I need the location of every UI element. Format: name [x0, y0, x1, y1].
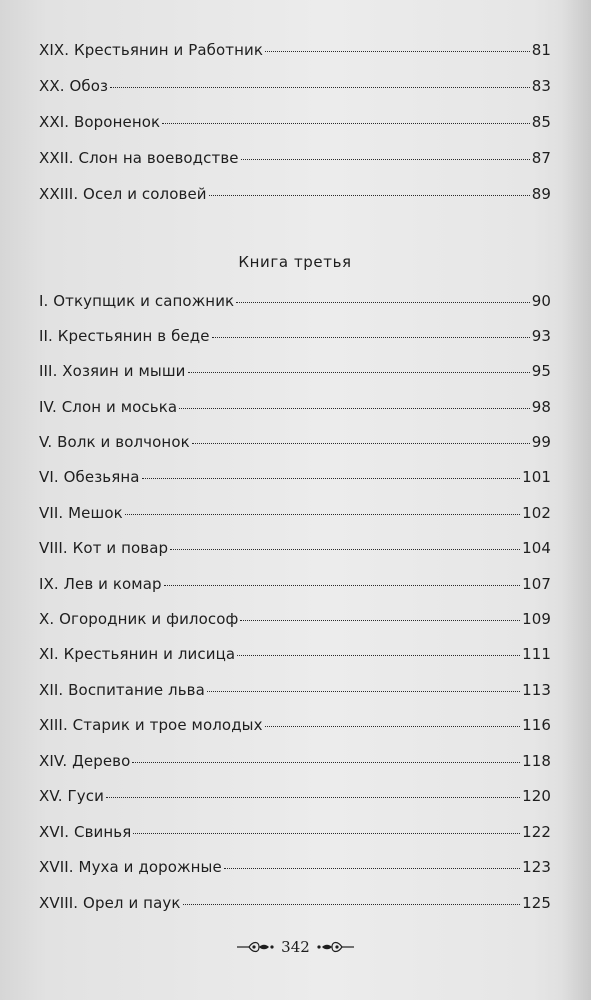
toc-entry[interactable]: [39, 645, 551, 663]
toc-entry[interactable]: [39, 787, 551, 805]
toc-entry[interactable]: [39, 77, 551, 95]
toc-entry[interactable]: [39, 610, 551, 628]
toc-entry-page: 111: [522, 645, 551, 663]
dot-leader: [212, 337, 530, 338]
toc-entry-page: 113: [522, 681, 551, 699]
toc-entry[interactable]: [39, 292, 551, 310]
dot-leader: [170, 549, 520, 550]
floral-ornament-icon: [235, 939, 275, 955]
toc-entry-page: 123: [522, 858, 551, 876]
toc-entry-title: III. Хозяин и мыши: [39, 362, 186, 380]
toc-entry[interactable]: [39, 716, 551, 734]
toc-entry[interactable]: [39, 823, 551, 841]
toc-entry[interactable]: [39, 752, 551, 770]
dot-leader: [236, 302, 529, 303]
dot-leader: [183, 904, 521, 905]
toc-entry-title: V. Волк и волчонок: [39, 433, 190, 451]
toc-entry-title: XIV. Дерево: [39, 752, 131, 770]
toc-entry-title: I. Откупщик и сапожник: [39, 292, 235, 310]
toc-entry[interactable]: [39, 41, 551, 59]
toc-entry-title: XV. Гуси: [39, 787, 104, 805]
toc-entry-title: XVII. Муха и дорожные: [39, 858, 222, 876]
toc-entry[interactable]: [39, 362, 551, 380]
dot-leader: [125, 514, 520, 515]
toc-entry-title: XVI. Свинья: [39, 823, 132, 841]
toc-entry-title: II. Крестьянин в беде: [39, 327, 210, 345]
book-heading: Книга третья: [238, 253, 352, 271]
toc-entry-page: 101: [522, 468, 551, 486]
page-folio: [0, 938, 591, 956]
toc-entry-title: VII. Мешок: [39, 504, 123, 522]
toc-entry[interactable]: [39, 398, 551, 416]
toc-entry-title: XIII. Старик и трое молодых: [39, 716, 263, 734]
toc-entry-page: 120: [522, 787, 551, 805]
toc-entry-page: 90: [531, 292, 551, 310]
dot-leader: [110, 87, 530, 88]
toc-entry-title: XXI. Вороненок: [39, 113, 161, 131]
toc-entry-page: 122: [522, 823, 551, 841]
dot-leader: [265, 51, 530, 52]
toc-entry-title: XXII. Слон на воеводстве: [39, 149, 239, 167]
dot-leader: [188, 372, 530, 373]
toc-entry-title: XIX. Крестьянин и Работник: [39, 41, 264, 59]
toc-entry-page: 116: [522, 716, 551, 734]
dot-leader: [142, 478, 521, 479]
toc-entry-page: 89: [531, 185, 551, 203]
toc-entry-title: VIII. Кот и повар: [39, 539, 169, 557]
dot-leader: [179, 408, 530, 409]
dot-leader: [241, 159, 530, 160]
toc-entry[interactable]: [39, 504, 551, 522]
toc-entry[interactable]: [39, 858, 551, 876]
toc-entry[interactable]: [39, 327, 551, 345]
toc-entry-title: IV. Слон и моська: [39, 398, 178, 416]
dot-leader: [192, 443, 530, 444]
toc-entry[interactable]: [39, 185, 551, 203]
toc-entry-page: 93: [531, 327, 551, 345]
dot-leader: [164, 585, 520, 586]
toc-entry-page: 99: [531, 433, 551, 451]
page-number: 342: [281, 938, 310, 956]
toc-entry[interactable]: [39, 894, 551, 912]
toc-entry-page: 109: [522, 610, 551, 628]
toc-entry[interactable]: [39, 681, 551, 699]
toc-entry-page: 125: [522, 894, 551, 912]
dot-leader: [132, 762, 520, 763]
toc-entry[interactable]: [39, 113, 551, 131]
dot-leader: [240, 620, 520, 621]
toc-entry-page: 85: [531, 113, 551, 131]
toc-entry-page: 87: [531, 149, 551, 167]
toc-entry-title: VI. Обезьяна: [39, 468, 140, 486]
page-edge-shadow: [561, 0, 591, 1000]
toc-entry-title: XII. Воспитание льва: [39, 681, 205, 699]
toc-entry-title: X. Огородник и философ: [39, 610, 239, 628]
toc-entry-page: 81: [531, 41, 551, 59]
dot-leader: [207, 691, 520, 692]
toc-entry-page: 98: [531, 398, 551, 416]
toc-entry-title: IX. Лев и комар: [39, 575, 162, 593]
toc-entry[interactable]: [39, 149, 551, 167]
dot-leader: [265, 726, 520, 727]
dot-leader: [162, 123, 530, 124]
toc-entry-title: XXIII. Осел и соловей: [39, 185, 207, 203]
toc-entry[interactable]: [39, 539, 551, 557]
toc-entry[interactable]: [39, 468, 551, 486]
dot-leader: [237, 655, 520, 656]
dot-leader: [106, 797, 520, 798]
toc-entry-page: 107: [522, 575, 551, 593]
toc-entry-title: XI. Крестьянин и лисица: [39, 645, 236, 663]
toc-entry-page: 102: [522, 504, 551, 522]
toc-entry-title: XVIII. Орел и паук: [39, 894, 181, 912]
floral-ornament-icon: [316, 939, 356, 955]
toc-entry-page: 95: [531, 362, 551, 380]
toc-entry-page: 104: [522, 539, 551, 557]
dot-leader: [224, 868, 520, 869]
toc-entry[interactable]: [39, 433, 551, 451]
toc-entry-title: XX. Обоз: [39, 77, 109, 95]
toc-entry[interactable]: [39, 575, 551, 593]
toc-entry-page: 83: [531, 77, 551, 95]
dot-leader: [133, 833, 520, 834]
dot-leader: [209, 195, 530, 196]
toc-entry-page: 118: [522, 752, 551, 770]
